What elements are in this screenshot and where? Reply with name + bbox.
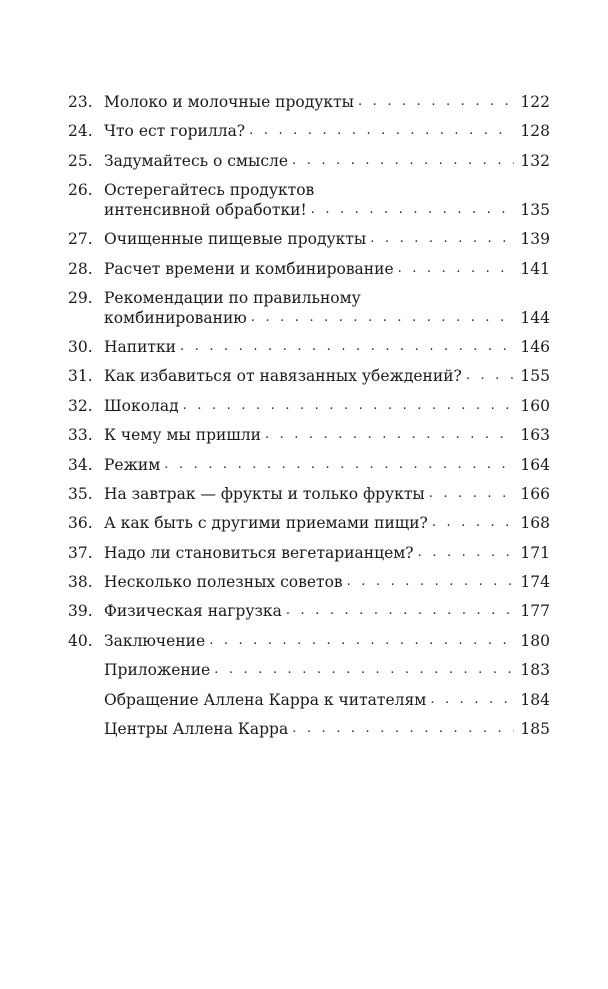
toc-entry[interactable] [68, 601, 550, 621]
toc-entry[interactable] [68, 690, 550, 710]
toc-entry-page-number: 139 [520, 230, 550, 249]
toc-entry[interactable] [68, 396, 550, 416]
dot-leader [286, 601, 514, 621]
toc-entry-title: Напитки [104, 337, 177, 356]
toc-entry-number: 27. [68, 230, 93, 249]
toc-entry-page-number: 155 [520, 367, 550, 386]
dot-leader [251, 308, 514, 328]
toc-entry-number: 34. [68, 455, 93, 474]
dot-leader [466, 366, 514, 386]
toc-entry[interactable] [68, 484, 550, 504]
toc-entry[interactable] [68, 631, 550, 651]
toc-entry-title: Как избавиться от навязанных убеждений? [104, 367, 462, 386]
toc-entry-number: 24. [68, 122, 93, 141]
dot-leader [214, 660, 514, 680]
toc-entry-page-number: 144 [520, 308, 550, 327]
toc-entry-page-number: 132 [520, 151, 550, 170]
toc-entry-number: 40. [68, 631, 93, 650]
toc-entry-title: Шоколад [104, 396, 179, 415]
toc-entry-number: 36. [68, 514, 93, 533]
toc-entry-title: Расчет времени и комбинирование [104, 259, 394, 278]
dot-leader [418, 543, 514, 563]
toc-entry-title: Физическая нагрузка [104, 602, 282, 621]
toc-entry[interactable] [68, 229, 550, 249]
toc-entry[interactable] [68, 121, 550, 141]
dot-leader [292, 719, 514, 739]
toc-entry-page-number: 184 [520, 690, 550, 709]
toc-entry[interactable] [68, 513, 550, 533]
toc-entry-page-number: 135 [520, 201, 550, 220]
toc-entry-page-number: 146 [520, 337, 550, 356]
toc-entry-number: 28. [68, 259, 93, 278]
toc-entry[interactable] [68, 259, 550, 279]
toc-entry-page-number: 163 [520, 426, 550, 445]
toc-entry-page-number: 122 [520, 93, 550, 111]
toc-entry-page-number: 185 [520, 720, 550, 739]
dot-leader [183, 396, 514, 416]
dot-leader [209, 631, 514, 651]
toc-entry-title: Заключение [104, 631, 206, 650]
toc-entry-page-number: 168 [520, 514, 550, 533]
toc-entry[interactable] [68, 288, 550, 328]
toc-entry-number: 23. [68, 93, 93, 111]
toc-entry-title: Задумайтесь о смысле [104, 151, 289, 170]
toc-entry[interactable] [68, 425, 550, 445]
dot-leader [358, 92, 514, 112]
toc-entry[interactable] [68, 151, 550, 171]
toc-entry[interactable] [68, 455, 550, 475]
toc-entry[interactable] [68, 543, 550, 563]
toc-entry-number: 33. [68, 426, 93, 445]
dot-leader [398, 259, 514, 279]
toc-entry-title: А как быть с другими приемами пищи? [104, 514, 428, 533]
toc-entry-number: 31. [68, 367, 93, 386]
toc-entry-title: На завтрак — фрукты и только фрукты [104, 484, 425, 503]
dot-leader [432, 513, 514, 533]
toc-entry-page-number: 164 [520, 455, 550, 474]
toc-entry[interactable] [68, 366, 550, 386]
toc-entry[interactable] [68, 719, 550, 739]
dot-leader [164, 455, 514, 475]
toc-entry-number: 29. [68, 288, 93, 307]
toc-entry-title: К чему мы пришли [104, 426, 261, 445]
table-of-contents [68, 92, 550, 748]
toc-entry-page-number: 180 [520, 631, 550, 650]
toc-entry-number: 26. [68, 181, 93, 200]
toc-entry-number: 35. [68, 484, 93, 503]
dot-leader [429, 484, 514, 504]
toc-entry[interactable] [68, 572, 550, 592]
toc-entry-title: Приложение [104, 661, 211, 680]
toc-entry-title: Молоко и молочные продукты [104, 93, 355, 111]
toc-entry[interactable] [68, 92, 550, 112]
toc-entry-title: Надо ли становиться вегетарианцем? [104, 543, 414, 562]
toc-entry-number: 37. [68, 543, 93, 562]
toc-entry-title: Режим [104, 455, 161, 474]
dot-leader [347, 572, 514, 592]
dot-leader [370, 229, 514, 249]
dot-leader [265, 425, 514, 445]
toc-entry-title: комбинированию [104, 308, 247, 327]
dot-leader [430, 690, 514, 710]
toc-entry-number: 38. [68, 573, 93, 592]
toc-entry-page-number: 166 [520, 484, 550, 503]
toc-entry-title: Обращение Аллена Карра к читателям [104, 690, 427, 709]
toc-entry[interactable] [68, 660, 550, 680]
toc-entry-number: 39. [68, 602, 93, 621]
toc-entry-page-number: 171 [520, 543, 550, 562]
toc-entry-number: 30. [68, 337, 93, 356]
toc-entry-title-line: Рекомендации по правильному [104, 288, 361, 307]
dot-leader [292, 151, 514, 171]
toc-entry-title: Несколько полезных советов [104, 573, 343, 592]
toc-entry-title: Что ест горилла? [104, 122, 246, 141]
toc-entry-number: 25. [68, 151, 93, 170]
dot-leader [249, 121, 514, 141]
toc-entry-number: 32. [68, 396, 93, 415]
toc-entry-page-number: 141 [520, 259, 550, 278]
toc-entry-title-line: Остерегайтесь продуктов [104, 181, 315, 200]
toc-entry-page-number: 183 [520, 661, 550, 680]
toc-entry-page-number: 177 [520, 602, 550, 621]
toc-entry-page-number: 174 [520, 573, 550, 592]
toc-entry[interactable] [68, 337, 550, 357]
toc-entry-page-number: 160 [520, 396, 550, 415]
dot-leader [311, 200, 514, 220]
toc-entry[interactable] [68, 180, 550, 220]
toc-entry-title: Центры Аллена Карра [104, 720, 289, 739]
toc-entry-page-number: 128 [520, 122, 550, 141]
dot-leader [180, 337, 514, 357]
toc-entry-title: интенсивной обработки! [104, 201, 307, 220]
toc-entry-title: Очищенные пищевые продукты [104, 230, 367, 249]
